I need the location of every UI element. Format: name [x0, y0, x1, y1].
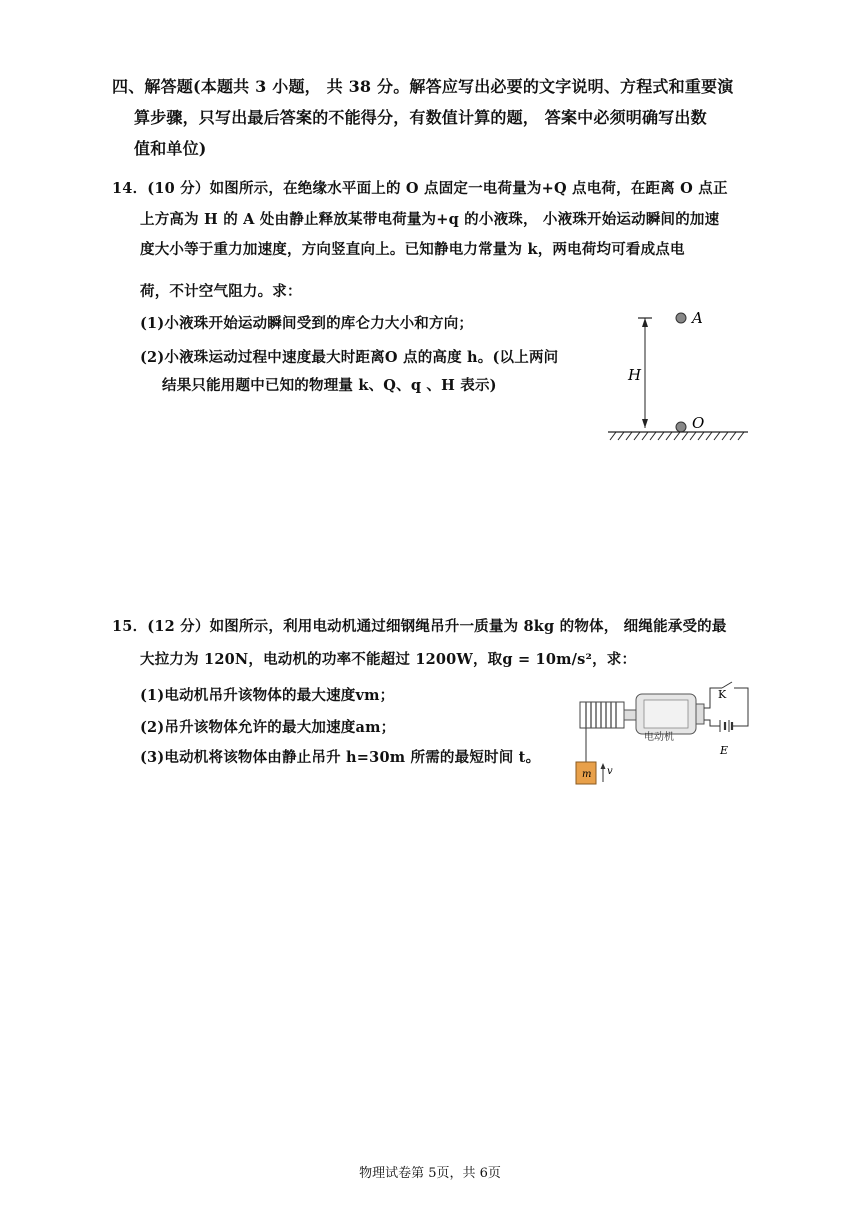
section-heading-line-3: 值和单位): [134, 139, 207, 158]
ball-o: [676, 422, 686, 432]
q14-line-3: 度大小等于重力加速度，方向竖直向上。已知静电力常量为 k，两电荷均可看成点电: [140, 241, 685, 258]
label-o: O: [692, 414, 705, 432]
q15-line-2: 大拉力为 120N，电动机的功率不能超过 1200W，取g = 10m/s²，求：: [140, 651, 637, 668]
q14-sub-2: (2)小液珠运动过程中速度最大时距离O 点的高度 h。(以上两问: [140, 349, 559, 366]
label-h: H: [628, 366, 642, 384]
q14-figure: [600, 300, 760, 450]
q14-line-2: 上方高为 H 的 A 处由静止释放某带电荷量为+q 的小液珠， 小液珠开始运动瞬间的加速: [140, 211, 720, 228]
q15-sub-3: (3)电动机将该物体由静止吊升 h=30m 所需的最短时间 t。: [140, 749, 541, 766]
q14-sub-2-cont: 结果只能用题中已知的物理量 k、Q、q 、H 表示): [162, 377, 497, 394]
q14-line-1: 14．(10 分）如图所示，在绝缘水平面上的 O 点固定一电荷量为+Q 点电荷，在距离 O 点正: [112, 180, 728, 197]
page-footer: 物理试卷第 5页，共 6页: [359, 1166, 501, 1181]
q15-sub-2: (2)吊升该物体允许的最大加速度am；: [140, 719, 396, 736]
section-heading-line-2: 算步骤，只写出最后答案的不能得分，有数值计算的题， 答案中必须明确写出数: [134, 108, 707, 127]
label-v: v: [607, 766, 613, 777]
section-heading-line-1: 四、解答题(本题共 3 小题， 共 38 分。解答应写出必要的文字说明、方程式和重要演: [112, 77, 734, 96]
ground-hatch: [610, 432, 744, 440]
q14-sub-1: (1)小液珠开始运动瞬间受到的库仑力大小和方向；: [140, 315, 474, 332]
label-e: E: [720, 744, 729, 757]
label-k: K: [718, 688, 727, 701]
q14-line-4: 荷，不计空气阻力。求：: [140, 283, 302, 300]
q15-line-1: 15．(12 分）如图所示，利用电动机通过细钢绳吊升一质量为 8kg 的物体， 细绳能承受的最: [112, 618, 727, 635]
q15-figure: [572, 676, 762, 791]
label-a: A: [692, 309, 703, 327]
label-motor: 电动机: [644, 732, 674, 743]
label-m: m: [582, 769, 592, 780]
q15-sub-1: (1)电动机吊升该物体的最大速度vm；: [140, 687, 395, 704]
ball-a: [676, 313, 686, 323]
